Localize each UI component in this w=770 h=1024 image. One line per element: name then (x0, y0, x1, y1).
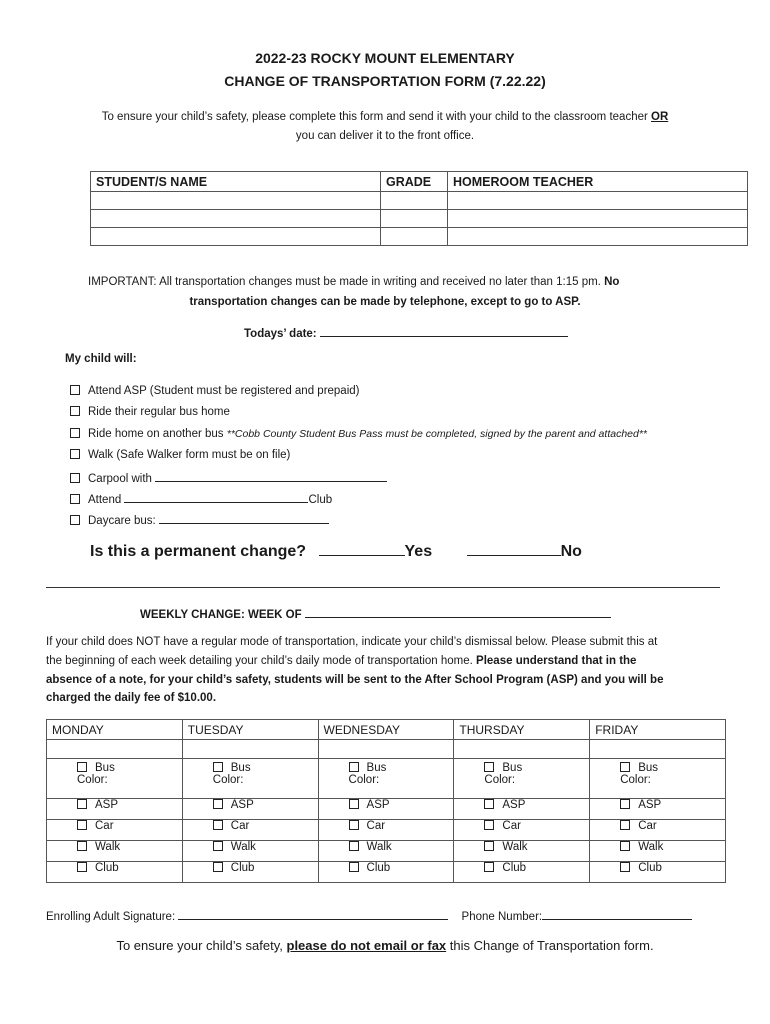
intro-text: To ensure your child’s safety, please complete this form and send it with your child to the classroom teacher (101, 111, 648, 123)
walk-label: Walk (366, 841, 392, 853)
weekly-change-label: WEEKLY CHANGE: WEEK OF (140, 609, 302, 621)
option-another-bus[interactable] (70, 428, 647, 440)
bus-label: Bus (502, 762, 523, 774)
asp-label: ASP (638, 799, 662, 811)
important-line1 (88, 276, 619, 288)
asp-label: ASP (366, 799, 390, 811)
bus-pass-note: **Cobb County Student Bus Pass must be completed, signed by the parent and attached** (226, 428, 648, 440)
todays-date-field[interactable] (320, 325, 568, 337)
teacher-cell[interactable] (448, 192, 748, 210)
todays-date-label: Todays’ date: (244, 328, 317, 340)
bus-label: Bus (638, 762, 659, 774)
divider (46, 587, 720, 588)
option-regular-bus[interactable] (70, 406, 230, 418)
asp-label: ASP (95, 799, 119, 811)
weekly-table (46, 719, 726, 883)
intro-line2: you can deliver it to the front office. (295, 130, 475, 142)
checkbox-icon[interactable] (484, 862, 494, 872)
student-name-cell[interactable] (91, 192, 381, 210)
checkbox-icon[interactable] (213, 762, 223, 772)
col-wednesday: WEDNESDAY (318, 720, 454, 740)
permanent-no: No (560, 543, 582, 560)
col-tuesday: TUESDAY (182, 720, 318, 740)
day-cell[interactable] (318, 740, 454, 759)
walk-cell[interactable] (454, 841, 590, 862)
day-cell[interactable] (47, 740, 183, 759)
carpool-field[interactable] (155, 470, 387, 482)
phone-label: Phone Number: (461, 911, 543, 923)
walk-cell[interactable] (590, 841, 726, 862)
week-of-field[interactable] (305, 606, 611, 618)
bus-label: Bus (95, 762, 115, 774)
option-walk-label: Walk (Safe Walker form must be on file) (88, 449, 291, 461)
checkbox-icon[interactable] (70, 515, 80, 525)
teacher-cell[interactable] (448, 228, 748, 246)
checkbox-icon[interactable] (213, 862, 223, 872)
no-field[interactable] (467, 542, 561, 556)
grade-cell[interactable] (381, 210, 448, 228)
option-attend-club[interactable] (70, 491, 332, 506)
club-label: Club (638, 862, 662, 874)
car-label: Car (230, 820, 250, 832)
weekly-para-line3: absence of a note, for your child’s safety, students will be sent to the After School Program (ASP) and you will be (46, 674, 664, 686)
option-daycare-label: Daycare bus: (88, 515, 156, 527)
car-label: Car (366, 820, 386, 832)
walk-cell[interactable] (47, 841, 183, 862)
color-label: Color: (77, 774, 108, 786)
car-label: Car (502, 820, 521, 832)
form-title-line2: CHANGE OF TRANSPORTATION FORM (7.22.22) (224, 73, 546, 89)
checkbox-icon[interactable] (620, 762, 630, 772)
form-title-line1: 2022-23 ROCKY MOUNT ELEMENTARY (255, 50, 515, 66)
option-walk[interactable] (70, 449, 290, 461)
checkbox-icon[interactable] (484, 762, 494, 772)
car-cell[interactable] (318, 820, 454, 841)
weekly-para-line4: charged the daily fee of $10.00. (46, 692, 217, 704)
bus-cell[interactable] (590, 759, 726, 799)
bus-cell[interactable] (454, 759, 590, 799)
car-cell[interactable] (454, 820, 590, 841)
student-name-cell[interactable] (91, 228, 381, 246)
asp-label: ASP (230, 799, 254, 811)
my-child-will-label: My child will: (65, 353, 137, 365)
car-cell[interactable] (590, 820, 726, 841)
day-cell[interactable] (182, 740, 318, 759)
checkbox-icon[interactable] (213, 841, 223, 851)
color-label: Color: (620, 774, 651, 786)
bus-label: Bus (366, 762, 387, 774)
checkbox-icon[interactable] (349, 762, 359, 772)
club-field[interactable] (124, 491, 308, 503)
teacher-cell[interactable] (448, 210, 748, 228)
important-line2: transportation changes can be made by telephone, except to go to ASP. (189, 296, 581, 308)
signature-row (46, 908, 692, 923)
col-monday: MONDAY (47, 720, 183, 740)
footer-note-pre: To ensure your child’s safety, (116, 938, 283, 953)
club-cell[interactable] (182, 862, 318, 883)
important-no: No (604, 276, 620, 288)
car-cell[interactable] (182, 820, 318, 841)
checkbox-icon[interactable] (77, 799, 87, 809)
checkbox-icon[interactable] (213, 820, 223, 830)
checkbox-icon[interactable] (70, 385, 80, 395)
walk-label: Walk (638, 841, 664, 853)
checkbox-icon[interactable] (70, 406, 80, 416)
walk-label: Walk (502, 841, 528, 853)
col-student-name: STUDENT/S NAME (91, 172, 381, 192)
checkbox-icon[interactable] (620, 862, 630, 872)
option-asp-label: Attend ASP (Student must be registered and prepaid) (88, 385, 360, 397)
todays-date-row (244, 325, 568, 340)
checkbox-icon[interactable] (349, 799, 359, 809)
daycare-field[interactable] (159, 512, 329, 524)
checkbox-icon[interactable] (620, 841, 630, 851)
weekly-para-line1: If your child does NOT have a regular mode of transportation, indicate your child’s dismissal below. Please submit this at (46, 636, 658, 648)
option-carpool[interactable] (70, 470, 387, 485)
bus-cell[interactable] (47, 759, 183, 799)
checkbox-icon[interactable] (484, 820, 494, 830)
col-friday: FRIDAY (590, 720, 726, 740)
yes-field[interactable] (319, 542, 405, 556)
color-label: Color: (212, 774, 244, 786)
checkbox-icon[interactable] (349, 820, 359, 830)
day-cell[interactable] (454, 740, 590, 759)
car-label: Car (638, 820, 657, 832)
checkbox-icon[interactable] (70, 494, 80, 504)
grade-cell[interactable] (381, 192, 448, 210)
checkbox-icon[interactable] (620, 820, 630, 830)
intro-line1 (0, 111, 770, 123)
weekly-change-row (140, 606, 611, 621)
asp-cell[interactable] (318, 799, 454, 820)
option-carpool-label: Carpool with (88, 473, 152, 485)
signature-label: Enrolling Adult Signature: (46, 911, 176, 923)
asp-cell[interactable] (47, 799, 183, 820)
footer-note (0, 938, 770, 953)
option-attend-label: Attend (88, 494, 122, 506)
checkbox-icon[interactable] (77, 862, 87, 872)
footer-note-bold: please do not email or fax (286, 938, 447, 953)
signature-field[interactable] (178, 908, 448, 920)
col-thursday: THURSDAY (454, 720, 590, 740)
student-table (90, 171, 748, 246)
color-label: Color: (484, 774, 516, 786)
walk-label: Walk (95, 841, 121, 853)
footer-note-post: this Change of Transportation form. (449, 938, 654, 953)
student-name-cell[interactable] (91, 210, 381, 228)
weekly-para-text: the beginning of each week detailing your child’s daily mode of transportation home. (46, 655, 473, 667)
option-club-label: Club (308, 494, 333, 506)
club-cell[interactable] (454, 862, 590, 883)
permanent-yes: Yes (404, 543, 433, 560)
car-label: Car (95, 820, 114, 832)
phone-field[interactable] (542, 908, 692, 920)
checkbox-icon[interactable] (349, 841, 359, 851)
walk-cell[interactable] (182, 841, 318, 862)
bus-cell[interactable] (182, 759, 318, 799)
club-label: Club (502, 862, 527, 874)
grade-cell[interactable] (381, 228, 448, 246)
permanent-question: Is this a permanent change? (90, 543, 307, 560)
asp-label: ASP (502, 799, 526, 811)
checkbox-icon[interactable] (213, 799, 223, 809)
important-text: IMPORTANT: All transportation changes must be made in writing and received no later than 1:15 pm. (88, 276, 601, 288)
day-cell[interactable] (590, 740, 726, 759)
option-asp[interactable] (70, 385, 360, 397)
option-regular-bus-label: Ride their regular bus home (88, 406, 230, 418)
walk-label: Walk (230, 841, 256, 853)
club-label: Club (230, 862, 255, 874)
weekly-para-line2 (46, 655, 636, 667)
col-homeroom-teacher: HOMEROOM TEACHER (448, 172, 748, 192)
walk-cell[interactable] (318, 841, 454, 862)
checkbox-icon[interactable] (77, 841, 87, 851)
bus-cell[interactable] (318, 759, 454, 799)
checkbox-icon[interactable] (77, 820, 87, 830)
checkbox-icon[interactable] (620, 799, 630, 809)
club-cell[interactable] (590, 862, 726, 883)
checkbox-icon[interactable] (349, 862, 359, 872)
club-label: Club (95, 862, 119, 874)
car-cell[interactable] (47, 820, 183, 841)
club-label: Club (366, 862, 391, 874)
checkbox-icon[interactable] (70, 449, 80, 459)
checkbox-icon[interactable] (70, 473, 80, 483)
permanent-change-row (90, 542, 582, 561)
club-cell[interactable] (318, 862, 454, 883)
option-daycare[interactable] (70, 512, 329, 527)
checkbox-icon[interactable] (484, 799, 494, 809)
col-grade: GRADE (381, 172, 448, 192)
checkbox-icon[interactable] (77, 762, 87, 772)
bus-label: Bus (230, 762, 251, 774)
asp-cell[interactable] (590, 799, 726, 820)
weekly-para-bold: Please understand that in the (476, 655, 637, 667)
checkbox-icon[interactable] (484, 841, 494, 851)
club-cell[interactable] (47, 862, 183, 883)
intro-or: OR (651, 111, 669, 123)
checkbox-icon[interactable] (70, 428, 80, 438)
color-label: Color: (348, 774, 380, 786)
asp-cell[interactable] (454, 799, 590, 820)
option-another-bus-label: Ride home on another bus (88, 428, 224, 440)
asp-cell[interactable] (182, 799, 318, 820)
